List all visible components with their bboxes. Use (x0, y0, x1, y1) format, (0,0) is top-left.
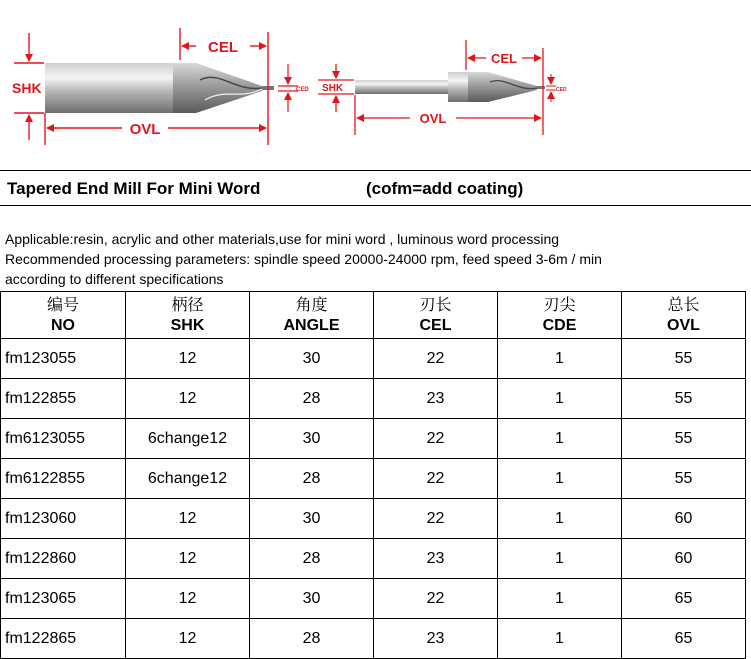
header-en: ANGLE (283, 317, 340, 334)
cell-no: fm122855 (1, 379, 126, 419)
cell-cde: 1 (498, 419, 622, 459)
table-row (1, 539, 746, 579)
cell-cde: 1 (498, 539, 622, 579)
description-line: Applicable:resin, acrylic and other materials,use for mini word , luminous word processing (5, 231, 560, 247)
header-cn: 刃尖 (543, 295, 576, 314)
right-tool-shank (355, 80, 448, 94)
cell-cel: 22 (374, 339, 498, 379)
cell-cde: 1 (498, 579, 622, 619)
left-ced-label: CED (296, 87, 309, 93)
cell-shk: 12 (126, 499, 250, 539)
table-row (1, 579, 746, 619)
header-cn: 刃长 (419, 295, 452, 314)
table-header-row (1, 292, 746, 339)
cell-no: fm123060 (1, 499, 126, 539)
title-row (0, 170, 751, 206)
cell-angle: 28 (250, 619, 374, 659)
product-title: Tapered End Mill For Mini Word (7, 179, 261, 198)
coating-note: (cofm=add coating) (366, 179, 524, 198)
table-row (1, 499, 746, 539)
right-tool-drawing (318, 40, 567, 135)
cell-cde: 1 (498, 619, 622, 659)
cell-shk: 6change12 (126, 419, 250, 459)
header-cn: 柄径 (171, 295, 204, 314)
spec-table (0, 291, 746, 659)
cell-cel: 23 (374, 539, 498, 579)
description-line: according to different specifications (5, 271, 224, 287)
cell-ovl: 55 (622, 339, 746, 379)
header-en: SHK (170, 317, 205, 334)
right-cel-label: CEL (491, 51, 517, 66)
cell-cel: 22 (374, 579, 498, 619)
cell-no: fm123065 (1, 579, 126, 619)
table-row (1, 459, 746, 499)
left-tool-drawing (12, 28, 309, 145)
header-en: OVL (667, 317, 700, 334)
end-mill-diagram (0, 0, 751, 170)
table-row (1, 379, 746, 419)
cell-angle: 28 (250, 539, 374, 579)
cell-ovl: 55 (622, 419, 746, 459)
table-row (1, 619, 746, 659)
cell-cde: 1 (498, 339, 622, 379)
cell-ovl: 65 (622, 619, 746, 659)
cell-ovl: 60 (622, 499, 746, 539)
cell-shk: 12 (126, 379, 250, 419)
header-no (1, 292, 126, 339)
header-ovl (622, 292, 746, 339)
cell-angle: 30 (250, 419, 374, 459)
cell-ovl: 60 (622, 539, 746, 579)
cell-angle: 30 (250, 339, 374, 379)
cell-cel: 22 (374, 499, 498, 539)
cell-shk: 12 (126, 539, 250, 579)
left-shk-label: SHK (12, 80, 42, 96)
cell-shk: 12 (126, 339, 250, 379)
right-tool-tip (537, 86, 545, 89)
header-cn: 角度 (295, 295, 328, 314)
right-ced-label: CED (556, 87, 567, 93)
header-cel (374, 292, 498, 339)
cell-ovl: 65 (622, 579, 746, 619)
header-cn: 总长 (667, 295, 700, 314)
header-en: CEL (419, 317, 452, 334)
cell-angle: 28 (250, 459, 374, 499)
right-shk-label: SHK (322, 83, 344, 94)
header-angle (250, 292, 374, 339)
cell-no: fm122865 (1, 619, 126, 659)
header-shk (126, 292, 250, 339)
header-en: NO (51, 317, 75, 334)
cell-cde: 1 (498, 499, 622, 539)
header-cde (498, 292, 622, 339)
cell-cel: 22 (374, 419, 498, 459)
cell-no: fm6123055 (1, 419, 126, 459)
cell-angle: 30 (250, 579, 374, 619)
left-ovl-label: OVL (129, 121, 161, 138)
table-row (1, 419, 746, 459)
cell-angle: 30 (250, 499, 374, 539)
right-ovl-label: OVL (419, 111, 447, 126)
right-tool-body (448, 72, 468, 102)
cell-ovl: 55 (622, 379, 746, 419)
cell-cel: 23 (374, 379, 498, 419)
description (5, 229, 602, 289)
cell-shk: 12 (126, 579, 250, 619)
cell-angle: 28 (250, 379, 374, 419)
cell-cel: 23 (374, 619, 498, 659)
cell-shk: 12 (126, 619, 250, 659)
right-tool-cutting-head (468, 72, 537, 102)
cell-no: fm6122855 (1, 459, 126, 499)
left-tool-shank (45, 63, 173, 113)
cell-cde: 1 (498, 459, 622, 499)
description-line: Recommended processing parameters: spindle speed 20000-24000 rpm, feed speed 3-6m / min (5, 251, 602, 267)
cell-shk: 6change12 (126, 459, 250, 499)
cell-no: fm122860 (1, 539, 126, 579)
cell-cel: 22 (374, 459, 498, 499)
left-cel-label: CEL (208, 39, 238, 56)
header-cn: 编号 (46, 295, 79, 314)
header-en: CDE (542, 317, 577, 334)
cell-cde: 1 (498, 379, 622, 419)
table-row (1, 339, 746, 379)
cell-no: fm123055 (1, 339, 126, 379)
cell-ovl: 55 (622, 459, 746, 499)
